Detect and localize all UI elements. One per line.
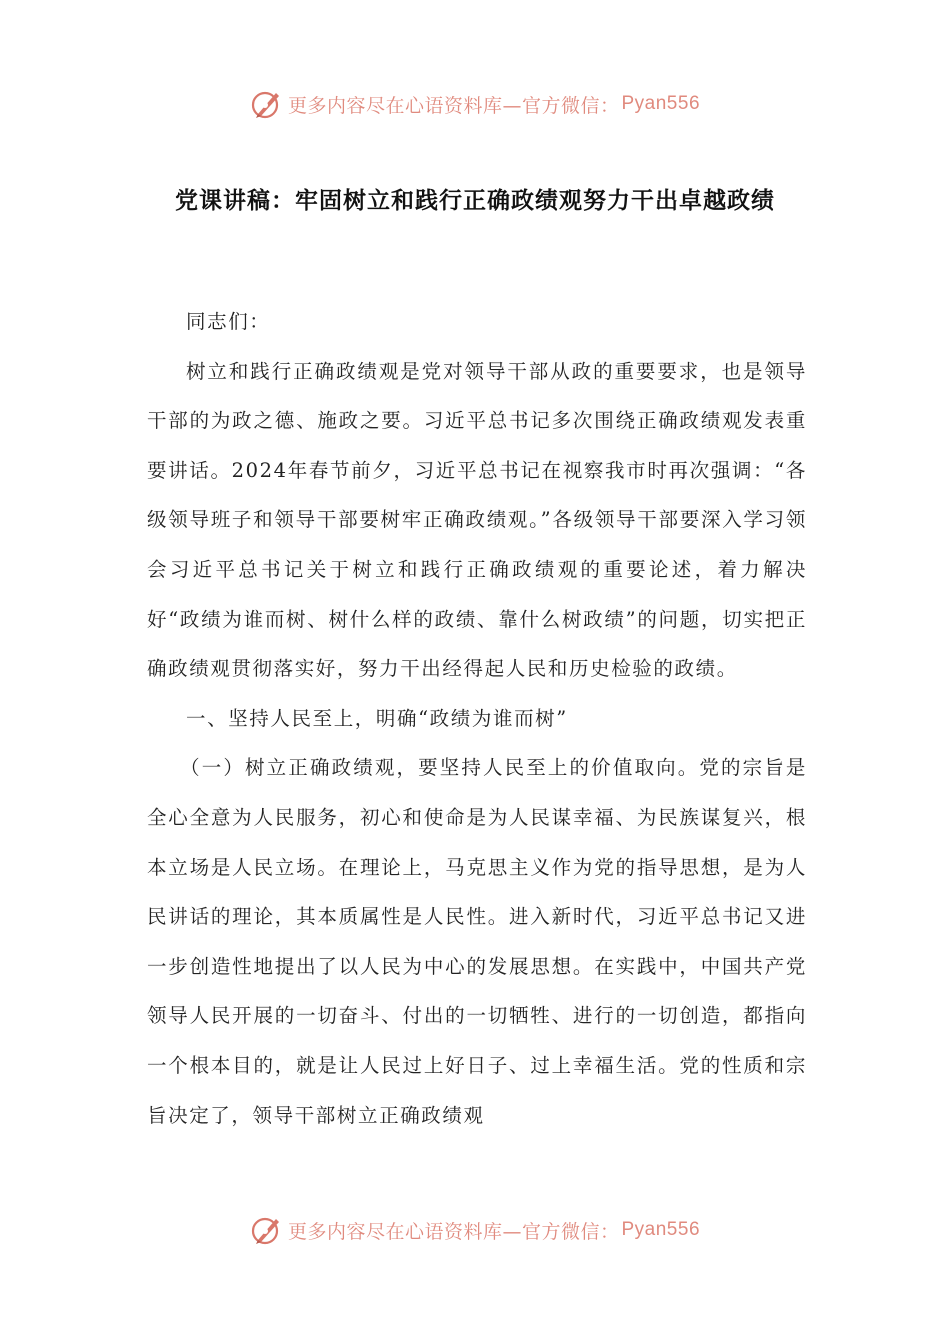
salutation: 同志们：: [186, 310, 271, 333]
wechat-label: —官方微信：: [502, 94, 620, 117]
brand-name: 更多内容尽在心语资料库: [287, 94, 503, 117]
pen-logo-icon: [250, 87, 284, 121]
subsection-paragraph: （一）树立正确政绩观，要坚持人民至上的价值取向。党的宗旨是全心全意为人民服务，初心和使命是为人民谋幸福、为民族谋复兴，根本立场是人民立场。在理论上，马克思主义作为党的指导思想，是为人民讲话的理论，其本质属性是人民性。进入新时代，习近平总书记又进一步创造性地提出了以人民为中心的发展思想。在实践中，中国共产党领导人民开展的一切奋斗、付出的一切牺牲、进行的一切创造，都指向一个根本目的，就是让人民过上好日子、过上幸福生活。党的性质和宗旨决定了，领导干部树立正确政绩观: [147, 756, 807, 1127]
document-body: [147, 297, 807, 1140]
header-watermark-banner: [0, 84, 950, 124]
body-paragraph: 树立和践行正确政绩观是党对领导干部从政的重要要求，也是领导干部的为政之德、施政之要。习近平总书记多次围绕正确政绩观发表重要讲话。2024年春节前夕，习近平总书记在视察我市时再次强调：“各级领导班子和领导干部要树牢正确政绩观。”各级领导干部要深入学习领会习近平总书记关于树立和践行正确政绩观的重要论述，着力解决好“政绩为谁而树、树什么样的政绩、靠什么树政绩”的问题，切实把正确政绩观贯彻落实好，努力干出经得起人民和历史检验的政绩。: [147, 359, 807, 681]
wechat-label: —官方微信：: [502, 1220, 620, 1243]
section-heading: 一、坚持人民至上，明确“政绩为谁而树”: [186, 706, 568, 730]
footer-watermark-banner: [0, 1210, 950, 1250]
wechat-id: Pyan556: [621, 93, 701, 114]
document-title: 党课讲稿：牢固树立和践行正确政绩观努力干出卓越政绩: [175, 188, 775, 214]
pen-logo-icon: [250, 1213, 284, 1247]
wechat-id: Pyan556: [621, 1219, 701, 1240]
brand-name: 更多内容尽在心语资料库: [287, 1220, 503, 1243]
